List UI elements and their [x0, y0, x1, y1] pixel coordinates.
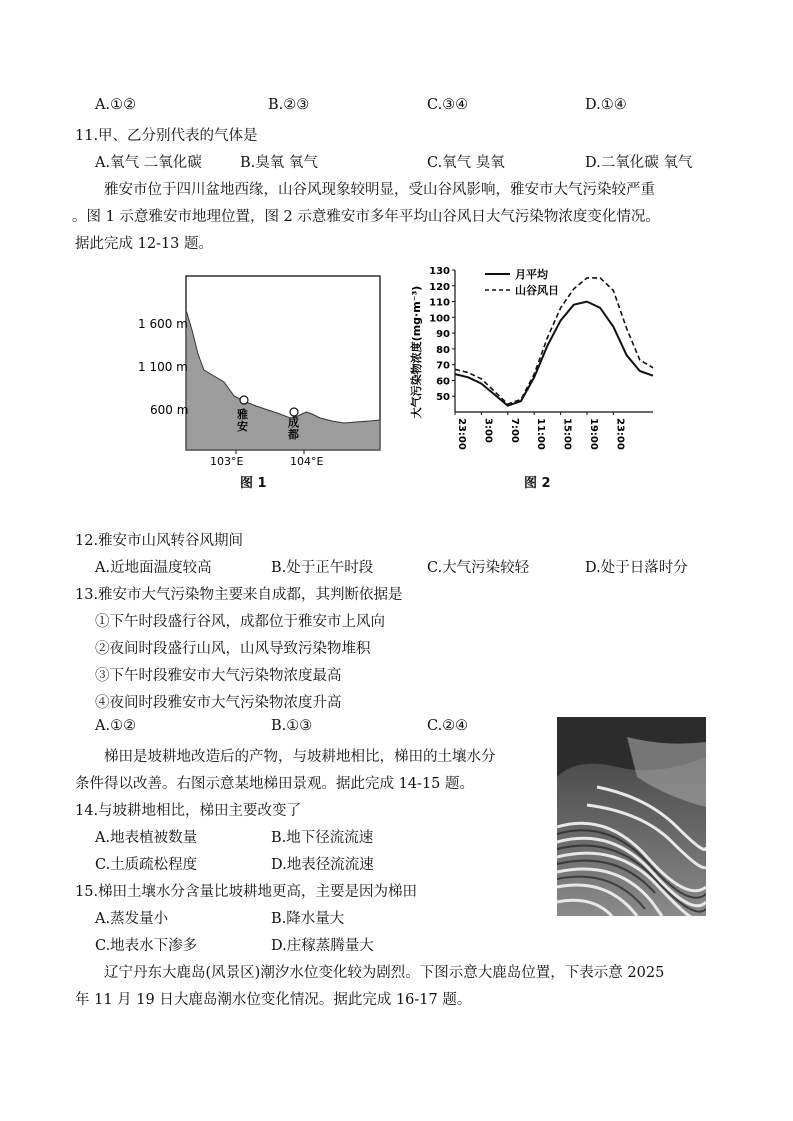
passage3-line1: 辽宁丹东大鹿岛(风景区)潮汐水位变化较为剧烈。下图示意大鹿岛位置，下表示意 2025 [104, 965, 665, 981]
q14-option-c: C.土质疏松程度 [95, 857, 198, 873]
q11-option-b: B.臭氧 氧气 [240, 155, 318, 171]
q15-option-c: C.地表水下渗多 [95, 938, 198, 954]
q15-stem: 15.梯田土壤水分含量比坡耕地更高，主要是因为梯田 [75, 884, 418, 900]
q13-option-a: A.①② [95, 718, 137, 734]
q12-option-b: B.处于正午时段 [271, 560, 374, 576]
yaan-label: 雅 [237, 408, 248, 421]
x-tick-label: 15:00 [561, 418, 573, 450]
ylabel-600: 600 m [150, 403, 189, 417]
q13-option-c: C.②④ [427, 718, 469, 734]
q11-stem: 11.甲、乙分别代表的气体是 [75, 128, 258, 144]
passage1-line1: 雅安市位于四川盆地西缘，山谷风现象较明显，受山谷风影响，雅安市大气污染较严重 [104, 182, 655, 198]
x-tick-label: 23:00 [614, 418, 626, 450]
q14-stem: 14.与坡耕地相比，梯田主要改变了 [75, 803, 302, 819]
svg-text:都: 都 [288, 428, 299, 441]
q11-option-c: C.氧气 臭氧 [427, 155, 505, 171]
legend-valley-wind-day: 山谷风日 [515, 284, 559, 297]
x-tick-label: 23:00 [456, 418, 467, 450]
q13-item-2: ②夜间时段盛行山风，山风导致污染物堆积 [95, 641, 371, 657]
x-tick-label: 7:00 [508, 418, 520, 443]
x-tick-label: 11:00 [535, 418, 547, 450]
q14-option-b: B.地下径流流速 [271, 830, 374, 846]
y-tick-label: 50 [436, 392, 450, 404]
y-tick-label: 120 [429, 281, 450, 293]
q14-option-d: D.地表径流流速 [271, 857, 374, 873]
q14-option-a: A.地表植被数量 [95, 830, 198, 846]
passage1-line2: 。图 1 示意雅安市地理位置，图 2 示意雅安市多年平均山谷风日大气污染物浓度变化情况。 [72, 209, 660, 225]
y-tick-label: 90 [436, 329, 450, 341]
series-line-monthly [455, 302, 653, 406]
xlabel-103e: 103°E [210, 455, 244, 468]
q12-option-d: D.处于日落时分 [585, 560, 688, 576]
xlabel-104e: 104°E [290, 455, 324, 468]
q12-stem: 12.雅安市山风转谷风期间 [75, 533, 244, 549]
legend-monthly: 月平均 [515, 268, 548, 281]
passage1-line3: 据此完成 12-13 题。 [75, 236, 214, 252]
q13-option-b: B.①③ [271, 718, 313, 734]
y-axis-title: 大气污染物浓度(mg·m⁻³) [410, 285, 423, 419]
q10-option-a: A.①② [95, 97, 137, 113]
y-tick-label: 100 [429, 313, 450, 325]
q15-option-b: B.降水量大 [271, 911, 345, 927]
y-tick-label: 110 [429, 297, 450, 309]
y-tick-label: 70 [436, 360, 450, 372]
q12-option-a: A.近地面温度较高 [95, 560, 212, 576]
q10-option-d: D.①④ [585, 97, 627, 113]
chengdu-label: 成 [288, 416, 299, 429]
q13-stem: 13.雅安市大气污染物主要来自成都，其判断依据是 [75, 587, 403, 603]
q11-option-a: A.氧气 二氧化碳 [95, 155, 202, 171]
yaan-marker [240, 396, 248, 404]
q15-option-d: D.庄稼蒸腾量大 [271, 938, 374, 954]
ylabel-1100: 1 100 m [138, 360, 188, 374]
svg-text:安: 安 [237, 420, 248, 433]
figure-1-caption: 图 1 [240, 476, 267, 491]
figure-2-line-chart [405, 262, 670, 462]
x-tick-label: 19:00 [588, 418, 599, 450]
q11-option-d: D.二氧化碳 氧气 [585, 155, 693, 171]
x-tick-label: 3:00 [482, 418, 494, 443]
figure-1-terrain-profile [130, 268, 390, 468]
figure-2-caption: 图 2 [524, 476, 551, 491]
chengdu-marker [290, 408, 298, 416]
passage3-line2: 年 11 月 19 日大鹿岛潮水位变化情况。据此完成 16-17 题。 [75, 992, 472, 1008]
terrace-landscape-photo [557, 717, 706, 916]
q13-item-4: ④夜间时段雅安市大气污染物浓度升高 [95, 695, 342, 711]
q12-option-c: C.大气污染较轻 [427, 560, 530, 576]
q10-option-b: B.②③ [268, 97, 310, 113]
q15-option-a: A.蒸发量小 [95, 911, 169, 927]
q13-item-3: ③下午时段雅安市大气污染物浓度最高 [95, 668, 342, 684]
y-tick-label: 80 [436, 344, 450, 356]
passage2-line1: 梯田是坡耕地改造后的产物，与坡耕地相比，梯田的土壤水分 [104, 749, 496, 765]
ylabel-1600: 1 600 m [138, 317, 188, 331]
y-tick-label: 130 [429, 266, 450, 277]
q10-option-c: C.③④ [427, 97, 469, 113]
y-tick-label: 60 [436, 376, 450, 388]
q13-item-1: ①下午时段盛行谷风，成都位于雅安市上风向 [95, 614, 385, 630]
passage2-line2: 条件得以改善。右图示意某地梯田景观。据此完成 14-15 题。 [75, 776, 475, 792]
